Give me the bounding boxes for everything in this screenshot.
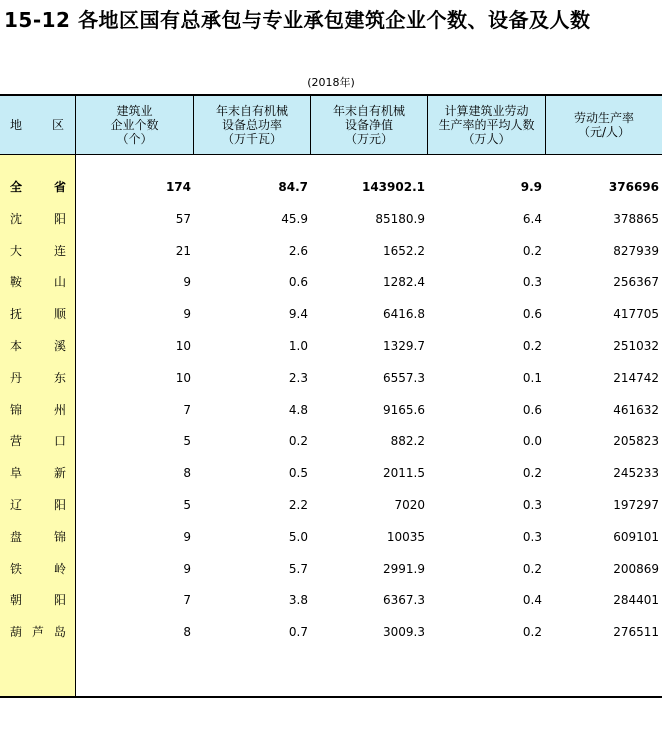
table-row [0, 235, 662, 267]
region-name-char: 芦 [31, 625, 44, 640]
header-line: 生产率的平均人数 [438, 118, 535, 132]
table-cell: 1282.4 [383, 275, 425, 290]
table-cell: 9 [183, 307, 191, 322]
table-row [0, 203, 662, 235]
region-name-char: 山 [53, 275, 66, 290]
table-cell: 0.3 [522, 529, 542, 544]
page-title [4, 4, 591, 33]
header-line: （个） [116, 132, 153, 146]
region-name-char: 大 [10, 243, 23, 258]
region-name-char: 岭 [53, 561, 66, 576]
table-cell: 0.6 [522, 307, 542, 322]
table-cell: 84.7 [278, 180, 308, 194]
table-cell: 0.2 [522, 466, 542, 481]
region-name [10, 521, 66, 553]
table-row [0, 330, 662, 362]
table-cell: 284401 [613, 593, 659, 608]
header-line: 企业个数 [110, 118, 159, 132]
table-cell: 9 [183, 275, 191, 290]
table-cell: 9.4 [288, 307, 308, 322]
region-name [10, 584, 66, 616]
table-cell: 0.2 [522, 339, 542, 353]
table-row [0, 489, 662, 521]
region-name-char: 辽 [10, 498, 23, 512]
region-name-char: 溪 [53, 339, 66, 353]
table-cell: 143902.1 [361, 180, 425, 194]
table-cell: 245233 [613, 466, 659, 481]
table-cell: 6557.3 [383, 370, 425, 385]
region-name [10, 298, 66, 330]
table-cell: 376696 [608, 180, 659, 194]
region-name [10, 235, 66, 267]
region-name [10, 171, 66, 203]
region-name-char: 州 [53, 402, 66, 417]
table-row [0, 457, 662, 489]
table-cell: 10 [175, 339, 191, 353]
table-cell: 7 [183, 593, 191, 608]
table-cell: 0.2 [522, 625, 542, 640]
table-cell: 251032 [613, 339, 659, 353]
table-cell: 276511 [613, 625, 659, 640]
header-equipment-power [194, 96, 311, 154]
region-name [10, 553, 66, 585]
region-name-char: 营 [10, 434, 23, 449]
table-cell: 0.7 [288, 625, 308, 640]
table-cell: 2011.5 [383, 466, 425, 481]
region-name-char: 本 [10, 339, 23, 353]
table-cell: 0.6 [522, 402, 542, 417]
region-name [10, 362, 66, 394]
table-cell: 0.6 [288, 275, 308, 290]
header-region-char: 区 [52, 118, 65, 132]
header-line: 设备净值 [344, 118, 393, 132]
table-cell: 0.2 [288, 434, 308, 449]
table-row [0, 521, 662, 553]
table-cell: 9.9 [520, 180, 542, 194]
table-row [0, 553, 662, 585]
table-cell: 2.3 [288, 370, 308, 385]
region-name-char: 锦 [10, 402, 23, 417]
table-cell: 5 [183, 498, 191, 512]
table-cell: 0.3 [522, 498, 542, 512]
table-row [0, 394, 662, 426]
table-cell: 6.4 [522, 211, 542, 226]
region-name-char: 阳 [53, 498, 66, 512]
table-cell: 1652.2 [383, 243, 425, 258]
table-cell: 0.0 [522, 434, 542, 449]
header-equipment-value [311, 96, 428, 154]
region-name-char: 抚 [10, 307, 23, 322]
table-cell: 10035 [386, 529, 425, 544]
region-name-char: 沈 [10, 211, 23, 226]
region-name-char: 全 [10, 180, 23, 194]
table-cell: 2.2 [288, 498, 308, 512]
header-line: 设备总功率 [221, 118, 282, 132]
table-cell: 1329.7 [383, 339, 425, 353]
table-cell: 200869 [613, 561, 659, 576]
table-cell: 417705 [613, 307, 659, 322]
header-line: 建筑业 [116, 104, 153, 118]
region-name-char: 口 [53, 434, 66, 449]
region-name [10, 616, 66, 648]
region-name-char: 阳 [53, 593, 66, 608]
table-cell: 7020 [394, 498, 425, 512]
table-cell: 214742 [613, 370, 659, 385]
table-cell: 174 [165, 180, 191, 194]
region-name [10, 203, 66, 235]
table-cell: 5.7 [288, 561, 308, 576]
region-name-char: 连 [53, 243, 66, 258]
table-cell: 882.2 [390, 434, 425, 449]
table-title: 各地区国有总承包与专业承包建筑企业个数、设备及人数 [78, 8, 591, 32]
table-cell: 7 [183, 402, 191, 417]
region-name-char: 铁 [10, 561, 23, 576]
region-name-char: 阜 [10, 466, 23, 481]
year-note: (2018年) [307, 76, 355, 89]
table-cell: 85180.9 [375, 211, 425, 226]
table-cell: 0.2 [522, 243, 542, 258]
region-name [10, 266, 66, 298]
table-row [0, 425, 662, 457]
region-name-char: 顺 [53, 307, 66, 322]
header-line: （元/人） [577, 125, 631, 139]
header-line: 年末自有机械 [332, 104, 405, 118]
table-row [0, 362, 662, 394]
table-cell: 827939 [613, 243, 659, 258]
region-name-char: 锦 [53, 529, 66, 544]
table-cell: 57 [175, 211, 191, 226]
table-cell: 0.3 [522, 275, 542, 290]
region-name-char: 岛 [53, 625, 66, 640]
table-cell: 3009.3 [383, 625, 425, 640]
header-line: 劳动生产率 [573, 111, 634, 125]
table-cell: 0.4 [522, 593, 542, 608]
header-region [0, 96, 76, 154]
header-region-char: 地 [10, 118, 23, 132]
header-line: 年末自有机械 [215, 104, 288, 118]
table-row [0, 616, 662, 648]
region-name-char: 葫 [10, 625, 23, 640]
table-cell: 0.2 [522, 561, 542, 576]
header-average-workers [428, 96, 546, 154]
table-cell: 3.8 [288, 593, 308, 608]
region-name [10, 330, 66, 362]
region-name [10, 425, 66, 457]
table-cell: 1.0 [288, 339, 308, 353]
table-cell: 205823 [613, 434, 659, 449]
region-name-char: 阳 [53, 211, 66, 226]
table-row [0, 584, 662, 616]
table-cell: 10 [175, 370, 191, 385]
table-cell: 9 [183, 561, 191, 576]
header-line: （万元） [344, 132, 393, 146]
region-name-char: 东 [53, 370, 66, 385]
region-name-char: 省 [53, 180, 66, 194]
table-cell: 0.5 [288, 466, 308, 481]
table-cell: 378865 [613, 211, 659, 226]
region-name-char: 新 [53, 466, 66, 481]
table-cell: 6367.3 [383, 593, 425, 608]
table-cell: 0.1 [522, 370, 542, 385]
table-cell: 256367 [613, 275, 659, 290]
table-cell: 45.9 [281, 211, 308, 226]
table-cell: 8 [183, 625, 191, 640]
region-name-char: 朝 [10, 593, 23, 608]
table-row [0, 266, 662, 298]
header-labor-productivity [546, 96, 662, 154]
table-cell: 8 [183, 466, 191, 481]
region-name [10, 489, 66, 521]
header-enterprise-count [76, 96, 194, 154]
table-cell: 197297 [613, 498, 659, 512]
region-name-char: 丹 [10, 370, 23, 385]
table-row [0, 298, 662, 330]
table-cell: 609101 [613, 529, 659, 544]
table-cell: 5 [183, 434, 191, 449]
table-number: 15-12 [4, 8, 71, 32]
table-row [0, 171, 662, 203]
header-line: （万千瓦） [221, 132, 282, 146]
table-cell: 4.8 [288, 402, 308, 417]
region-name [10, 394, 66, 426]
table-cell: 6416.8 [383, 307, 425, 322]
region-name-char: 鞍 [10, 275, 23, 290]
table-cell: 461632 [613, 402, 659, 417]
table-cell: 5.0 [288, 529, 308, 544]
table-cell: 2.6 [288, 243, 308, 258]
header-line: （万人） [462, 132, 511, 146]
table-cell: 9 [183, 529, 191, 544]
table-cell: 9165.6 [383, 402, 425, 417]
table-cell: 21 [175, 243, 191, 258]
table-cell: 2991.9 [383, 561, 425, 576]
table-header [0, 96, 662, 155]
region-name [10, 457, 66, 489]
header-line: 计算建筑业劳动 [444, 104, 529, 118]
region-name-char: 盘 [10, 529, 23, 544]
data-table [0, 94, 662, 698]
